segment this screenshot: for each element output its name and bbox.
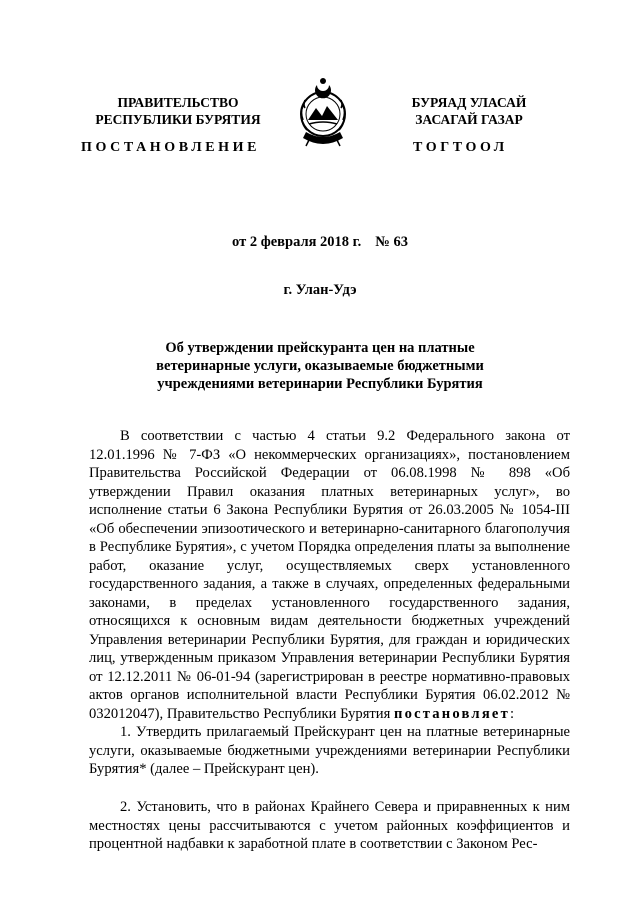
header-left (88, 94, 268, 128)
decree-word: постановляет (393, 705, 510, 722)
subject-line: Об утверждении прейскуранта цен на платные (165, 340, 475, 356)
doc-city: г. Улан-Удэ (283, 282, 357, 298)
doc-type-ru: ПОСТАНОВЛЕНИЕ (81, 140, 261, 155)
preamble-paragraph (89, 427, 570, 723)
doc-type-bua: ТОГТООЛ (413, 140, 508, 155)
coat-of-arms-icon (296, 76, 350, 150)
doc-number: № 63 (375, 234, 408, 250)
doc-subject (120, 339, 520, 393)
government-name-bua-line1: БУРЯАД УЛАСАЙ (411, 95, 527, 110)
subject-line: учреждениями ветеринарии Республики Бурятия (157, 376, 483, 392)
preamble-text: В соответствии с частью 4 статьи 9.2 Федерального закона от 12.01.1996 № 7-ФЗ «О некоммерческих организациях», постановлением Правительства Российской Федерации от 06.08.1998 № 898 «Об утверждении Правил оказания платных ветеринарных услуг», во исполнение статьи 6 Закона Республики Бурятия от 26.03.2005 № 1054-III «Об обеспечении эпизоотического и ветеринарно-санитарного благополучия в Республике Бурятия», с учетом Порядка определения платы за выполнение работ, оказание услуг, осуществляемых сверх установленного государственного задания, а также в случаях, определенных федеральными законами, в пределах установленного государственного задания, относящихся к основным видам деятельности бюджетных учреждений Управления ветеринарии Республики Бурятия, для граждан и юридических лиц, утвержденным приказом Управления ветеринарии Республики Бурятия от 12.12.2011 № 06-01-94 (зарегистрирован в реестре нормативно-правовых актов органов исполнительной власти Республики Бурятия 06.02.2012 № 032012047), Правительство Республики Бурятия (89, 428, 570, 722)
item-2-paragraph (89, 798, 570, 854)
item-2-text: 2. Установить, что в районах Крайнего Севера и приравненных к ним местностях цены рассчитываются с учетом районных коэффициентов и процентной надбавки к заработной плате в соответствии с Законом Рес- (89, 799, 570, 852)
item-1-text: 1. Утвердить прилагаемый Прейскурант цен на платные ветеринарные услуги, оказываемые бюджетными учреждениями ветеринарии Республики Бурятия* (далее – Прейскурант цен). (89, 724, 570, 777)
subject-line: ветеринарные услуги, оказываемые бюджетными (156, 358, 484, 374)
government-name-ru-line1: ПРАВИТЕЛЬСТВО (117, 95, 239, 110)
header-right (384, 94, 554, 128)
doc-date-line (0, 234, 640, 251)
item-1-paragraph (89, 723, 570, 779)
doc-date: от 2 февраля 2018 г. (232, 234, 362, 250)
government-name-bua-line2: ЗАСАГАЙ ГАЗАР (415, 112, 523, 127)
decree-suffix: : (509, 705, 515, 722)
government-name-ru-line2: РЕСПУБЛИКИ БУРЯТИЯ (95, 112, 261, 127)
